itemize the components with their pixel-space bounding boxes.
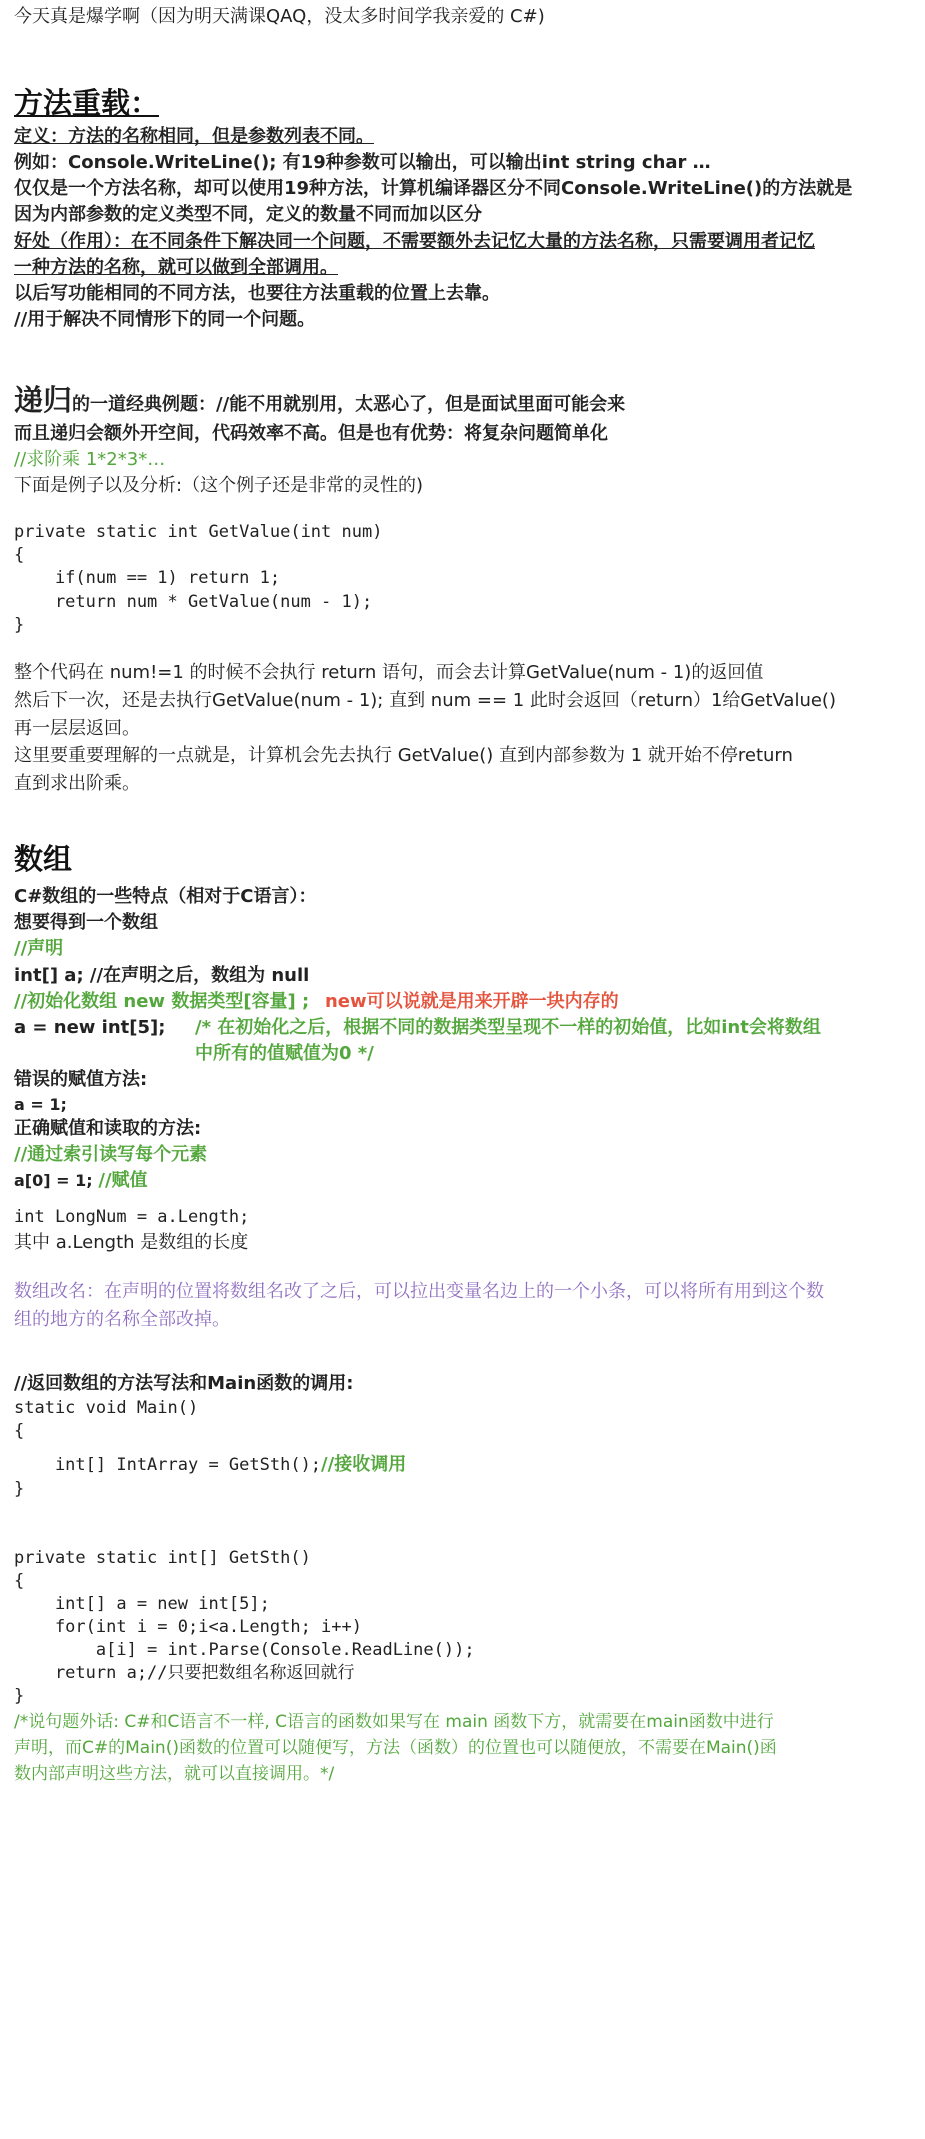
aside-line-1: /*说句题外话: C#和C语言不一样, C语言的函数如果写在 main 函数下方，就需要在main函数中进行 [14, 1711, 774, 1732]
code-line: private static int[] GetSth() [14, 1547, 311, 1568]
aside-line-3: 数内部声明这些方法，就可以直接调用。*/ [14, 1764, 335, 1785]
overload-comment: //用于解决不同情形下的同一个问题。 [14, 308, 316, 330]
aside-line-2: 声明，而C#的Main()函数的位置可以随便写，方法（函数）的位置也可以随便放，不需要在Main()函 [14, 1737, 777, 1758]
recursion-title-suffix: 的一道经典例题：//能不用就别用，太恶心了，但是面试里面可能会来 [72, 393, 626, 415]
array-right-code: a[0] = 1; [14, 1171, 93, 1191]
recursion-line-2: 而且递归会额外开空间，代码效率不高。但是也有优势：将复杂问题简单化 [14, 422, 608, 444]
code-line: return a;//只要把数组名称返回就行 [14, 1663, 355, 1684]
code-line: if(num == 1) return 1; [14, 568, 281, 589]
code-line: static void Main() [14, 1398, 199, 1419]
code-line: { [14, 1421, 25, 1442]
overload-title: 方法重载： [14, 86, 160, 121]
recursion-analysis-2: 然后下一次，还是去执行GetValue(num - 1); 直到 num == 1 此时会返回（return）1给GetValue() [14, 689, 836, 711]
array-init-note: new可以说就是用来开辟一块内存的 [324, 990, 619, 1012]
code-line: return num * GetValue(num - 1); [14, 591, 373, 612]
array-right-comment: //通过索引读写每个元素 [14, 1144, 208, 1166]
overload-future: 以后写功能相同的不同方法，也要往方法重载的位置上去靠。 [14, 282, 500, 304]
overload-explain-1: 仅仅是一个方法名称，却可以使用19种方法，计算机编译器区分不同Console.WriteLine()的方法就是 [14, 178, 853, 200]
array-right-title: 正确赋值和读取的方法: [14, 1118, 202, 1140]
overload-definition: 定义：方法的名称相同，但是参数列表不同。 [14, 126, 374, 148]
recursion-analysis-3: 再一层层返回。 [14, 717, 140, 739]
code-line: { [14, 545, 25, 566]
array-section [14, 838, 911, 1335]
return-array-title: //返回数组的方法写法和Main函数的调用: [14, 1373, 354, 1395]
recursion-analysis-1: 整个代码在 num!=1 的时候不会执行 return 语句，而会去计算GetValue(num - 1)的返回值 [14, 661, 764, 683]
intro-line: 今天真是爆学啊（因为明天满课QAQ，没太多时间学我亲爱的 C#) [14, 6, 545, 27]
code-line: } [14, 1686, 25, 1707]
recursion-section [14, 379, 911, 798]
recursion-title: 递归 [14, 382, 73, 417]
array-init-comment: //初始化数组 new 数据类型[容量] ; [14, 990, 310, 1012]
array-declare-comment: //声明 [14, 938, 64, 960]
array-rename-1: 数组改名：在声明的位置将数组名改了之后，可以拉出变量名边上的一个小条，可以将所有用到这个数 [14, 1280, 824, 1302]
array-title: 数组 [14, 842, 73, 877]
recursion-desc: 下面是例子以及分析:（这个例子还是非常的灵性的) [14, 475, 424, 497]
recursion-analysis-4: 这里要重要理解的一点就是，计算机会先去执行 GetValue() 直到内部参数为 1 就开始不停return [14, 745, 793, 767]
recursion-comment: //求阶乘 1*2*3*… [14, 449, 166, 471]
array-length-code: int LongNum = a.Length; [14, 1207, 250, 1228]
array-want: 想要得到一个数组 [14, 912, 158, 934]
array-wrong-code: a = 1; [14, 1095, 67, 1115]
array-wrong-title: 错误的赋值方法: [14, 1068, 148, 1090]
overload-explain-2: 因为内部参数的定义类型不同，定义的数量不同而加以区分 [14, 204, 482, 226]
overload-example: 例如：Console.WriteLine(); 有19种参数可以输出，可以输出int string char … [14, 152, 711, 174]
array-init-code: a = new int[5]; [14, 1016, 166, 1038]
array-init-code-comment-2: 中所有的值赋值为0 */ [195, 1042, 374, 1064]
recursion-analysis-5: 直到求出阶乘。 [14, 773, 140, 795]
return-array-section [14, 1371, 911, 1787]
overload-benefit-2: 一种方法的名称，就可以做到全部调用。 [14, 256, 338, 278]
code-line: for(int i = 0;i<a.Length; i++) [14, 1617, 362, 1638]
code-line: } [14, 614, 25, 635]
code-line: { [14, 1570, 25, 1591]
main-call-comment: //接收调用 [321, 1453, 407, 1475]
array-subtitle: C#数组的一些特点（相对于C语言）： [14, 886, 317, 908]
code-line: a[i] = int.Parse(Console.ReadLine()); [14, 1640, 475, 1661]
main-call-code: int[] IntArray = GetSth(); [14, 1454, 322, 1475]
array-length-desc: 其中 a.Length 是数组的长度 [14, 1231, 249, 1253]
code-line: } [14, 1478, 25, 1499]
array-right-code-comment: //赋值 [98, 1170, 148, 1192]
array-init-code-comment-1: /* 在初始化之后，根据不同的数据类型呈现不一样的初始值，比如int会将数组 [195, 1016, 821, 1038]
code-line: private static int GetValue(int num) [14, 522, 383, 543]
overload-section [14, 82, 911, 333]
recursion-code-block [14, 521, 911, 637]
overload-benefit-1: 好处（作用）：在不同条件下解决同一个问题，不需要额外去记忆大量的方法名称，只需要调用者记忆 [14, 230, 815, 252]
array-declare-code: int[] a; //在声明之后，数组为 null [14, 964, 310, 986]
code-line: int[] a = new int[5]; [14, 1594, 270, 1615]
array-rename-2: 组的地方的名称全部改掉。 [14, 1309, 230, 1331]
